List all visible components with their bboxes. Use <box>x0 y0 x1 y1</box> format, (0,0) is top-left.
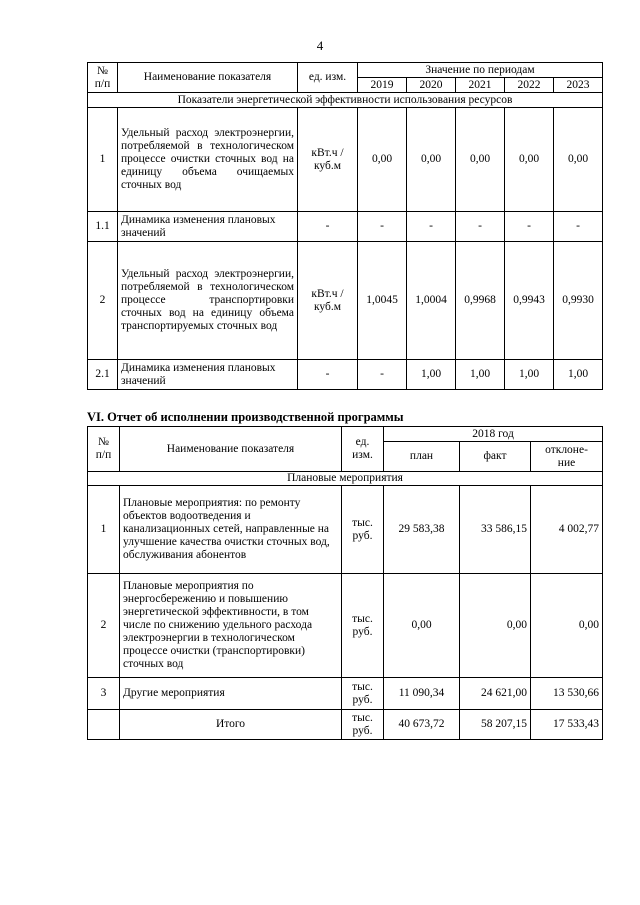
row-value: - <box>358 360 407 390</box>
row-fact: 0,00 <box>460 574 531 678</box>
header-unit: ед. изм. <box>342 427 384 472</box>
table-row <box>88 212 603 242</box>
row-name: Плановые мероприятия: по ремонту объектов водоотведения и канализационных сетей, направленные на улучшение качества очистки сточных вод, обслуживания абонентов <box>120 486 342 574</box>
row-no: 1 <box>88 486 120 574</box>
row-no: 3 <box>88 678 120 710</box>
row-no: 2.1 <box>88 360 118 390</box>
page-number: 4 <box>316 38 324 53</box>
row-value: - <box>505 212 554 242</box>
header-year: 2018 год <box>384 427 603 442</box>
row-value: - <box>456 212 505 242</box>
row-deviation: 0,00 <box>531 574 603 678</box>
row-value: 1,00 <box>407 360 456 390</box>
header-deviation: отклоне- ние <box>531 442 603 472</box>
total-fact: 58 207,15 <box>460 710 531 740</box>
total-row <box>88 710 603 740</box>
row-plan: 29 583,38 <box>384 486 460 574</box>
row-value: 0,9930 <box>554 242 603 360</box>
section-title: VI. Отчет об исполнении производственной программы <box>87 410 404 424</box>
row-fact: 33 586,15 <box>460 486 531 574</box>
row-value: 1,00 <box>456 360 505 390</box>
row-unit: кВт.ч / куб.м <box>298 242 358 360</box>
row-value: 0,00 <box>358 108 407 212</box>
header-year: 2020 <box>407 78 456 93</box>
table-row <box>88 678 603 710</box>
program-report-table <box>87 426 603 740</box>
table-row <box>88 108 603 212</box>
total-unit: тыс. руб. <box>342 710 384 740</box>
row-value: 1,0045 <box>358 242 407 360</box>
row-value: 0,00 <box>554 108 603 212</box>
row-no: 2 <box>88 574 120 678</box>
row-name: Плановые мероприятия по энергосбережению и повышению энергетической эффективности, в том числе по снижению удельного расхода электроэнергии в технологическом процессе очистки (транспортировки) сточных вод <box>120 574 342 678</box>
row-value: 1,00 <box>554 360 603 390</box>
table-row <box>88 360 603 390</box>
row-value: - <box>358 212 407 242</box>
table-row <box>88 574 603 678</box>
row-deviation: 4 002,77 <box>531 486 603 574</box>
section-heading: Плановые мероприятия <box>88 472 603 486</box>
row-unit: - <box>298 212 358 242</box>
row-unit: тыс. руб. <box>342 486 384 574</box>
row-value: 0,00 <box>407 108 456 212</box>
row-name: Динамика изменения плановых значений <box>118 360 298 390</box>
row-name: Удельный расход электроэнергии, потребляемой в технологическом процессе транспортировки сточных вод на единицу объема транспортируемых сточных вод <box>118 242 298 360</box>
row-plan: 0,00 <box>384 574 460 678</box>
header-name: Наименование показателя <box>120 427 342 472</box>
table-row <box>88 486 603 574</box>
row-value: 0,9943 <box>505 242 554 360</box>
header-year: 2022 <box>505 78 554 93</box>
header-year: 2021 <box>456 78 505 93</box>
row-no: 1 <box>88 108 118 212</box>
section-heading: Показатели энергетической эффективности использования ресурсов <box>88 93 603 108</box>
header-no: № п/п <box>88 63 118 93</box>
row-value: 0,00 <box>456 108 505 212</box>
row-value: 0,00 <box>505 108 554 212</box>
header-year: 2019 <box>358 78 407 93</box>
row-value: - <box>407 212 456 242</box>
header-plan: план <box>384 442 460 472</box>
total-deviation: 17 533,43 <box>531 710 603 740</box>
row-value: 1,0004 <box>407 242 456 360</box>
row-value: 1,00 <box>505 360 554 390</box>
header-no: № п/п <box>88 427 120 472</box>
row-plan: 11 090,34 <box>384 678 460 710</box>
row-unit: тыс. руб. <box>342 574 384 678</box>
row-name: Динамика изменения плановых значений <box>118 212 298 242</box>
row-no: 1.1 <box>88 212 118 242</box>
energy-efficiency-table <box>87 62 603 390</box>
header-fact: факт <box>460 442 531 472</box>
total-no <box>88 710 120 740</box>
header-name: Наименование показателя <box>118 63 298 93</box>
row-unit: тыс. руб. <box>342 678 384 710</box>
header-year: 2023 <box>554 78 603 93</box>
table-row <box>88 242 603 360</box>
row-value: 0,9968 <box>456 242 505 360</box>
row-no: 2 <box>88 242 118 360</box>
row-unit: - <box>298 360 358 390</box>
total-plan: 40 673,72 <box>384 710 460 740</box>
row-value: - <box>554 212 603 242</box>
header-unit: ед. изм. <box>298 63 358 93</box>
row-unit: кВт.ч / куб.м <box>298 108 358 212</box>
header-periods: Значение по периодам <box>358 63 603 78</box>
row-fact: 24 621,00 <box>460 678 531 710</box>
total-label: Итого <box>120 710 342 740</box>
row-name: Удельный расход электроэнергии, потребляемой в технологическом процессе очистки сточных вод на единицу объема очищаемых сточных вод <box>118 108 298 212</box>
row-deviation: 13 530,66 <box>531 678 603 710</box>
row-name: Другие мероприятия <box>120 678 342 710</box>
